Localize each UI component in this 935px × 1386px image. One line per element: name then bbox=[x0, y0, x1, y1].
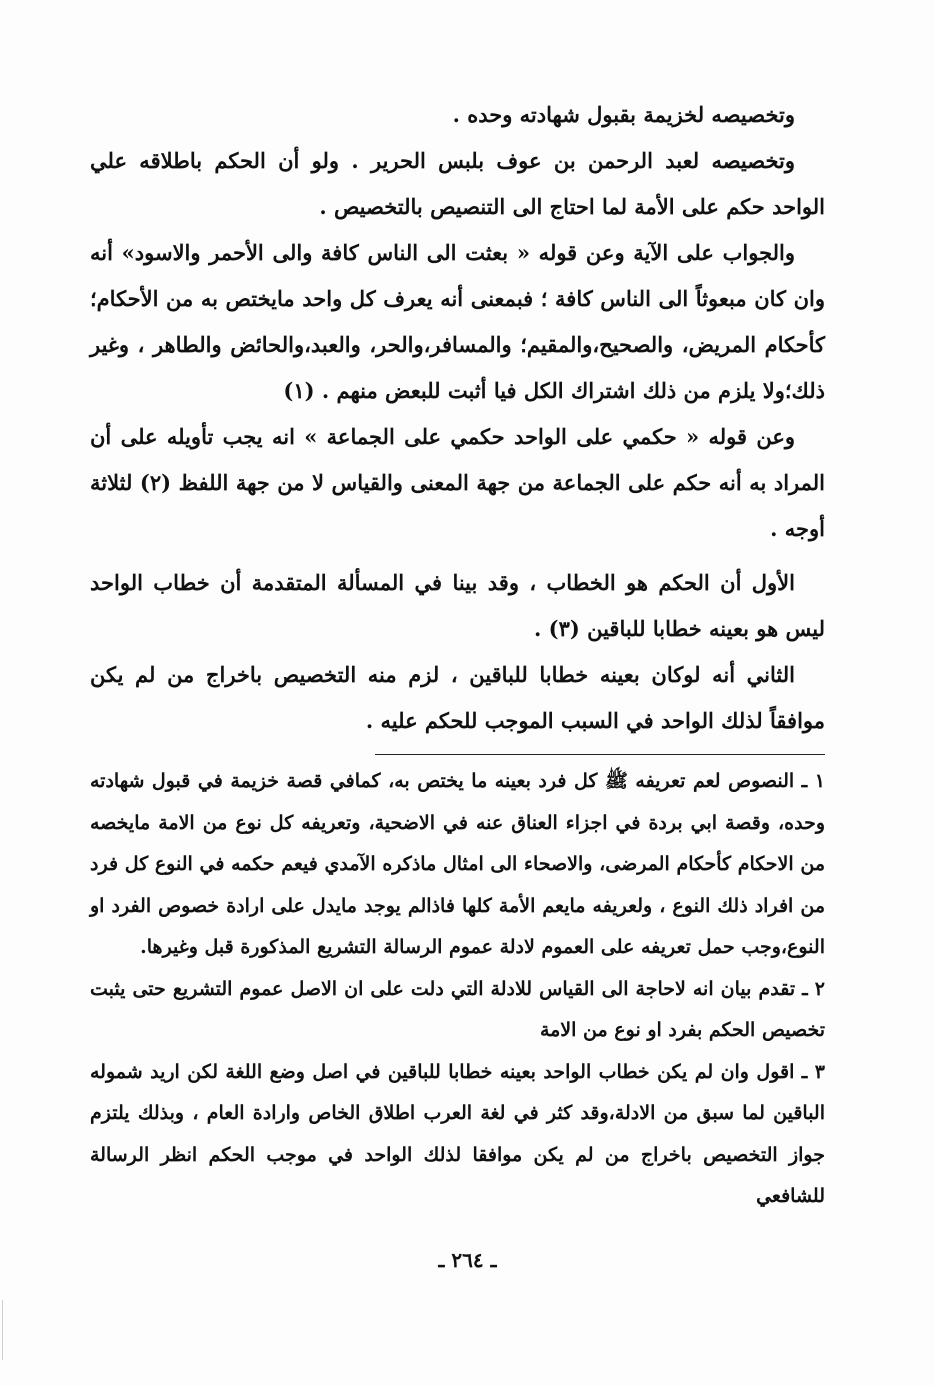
page-number: ـ ٢٦٤ ـ bbox=[438, 1248, 497, 1272]
paragraph-6: الثاني أنه لوكان بعينه خطابا للباقين ، لزم منه التخصيص باخراج من لم يكن موافقاً لذلك الواحد في السبب الموجب للحكم عليه . bbox=[90, 662, 825, 733]
footnote-divider bbox=[375, 754, 825, 755]
page-content bbox=[90, 92, 825, 1218]
paragraph-3: والجواب على الآية وعن قوله « بعثت الى الناس كافة والى الأحمر والاسود» أنه وان كان مبعوثاً الى الناس كافة ؛ فبمعنى أنه يعرف كل واحد مايختص به من الأحكام؛كأحكام المريض، والصحيح،والمقيم؛ والمسافر،والحر، والعبد،والحائض والطاهر ، وغير ذلك؛ولا يلزم من ذلك اشتراك الكل فيا أثبت للبعض منهم . (١) bbox=[90, 240, 825, 403]
main-text bbox=[90, 92, 825, 744]
footnote-1: ١ ـ النصوص لعم تعريفه ﷺ كل فرد بعينه ما يختص به، كمافي قصة خزيمة في قبول شهادته وحده، وقصة ابي بردة في اجزاء العناق عنه في الاضحية، وتعريفه كل نوع من الامة مايخصه من الاحكام كأحكام المرضى، والاصحاء الى امثال ماذكره الآمدي فيعم حكمه في النوع كل فرد من افراد ذلك النوع ، ولعريفه مايعم الأمة كلها فاذالم يوجد مايدل على ارادة خصوص الفرد او النوع،وجب حمل تعريفه على العموم لادلة عموم الرسالة التشريع المذكورة قبل وغيرها. bbox=[90, 770, 825, 958]
footnotes bbox=[90, 761, 825, 1218]
paragraph-2: وتخصيصه لعبد الرحمن بن عوف بلبس الحرير . ولو أن الحكم باطلاقه علي الواحد حكم على الأمة لما احتاج الى التنصيص بالتخصيص . bbox=[90, 148, 825, 219]
paragraph-4: وعن قوله « حكمي على الواحد حكمي على الجماعة » انه يجب تأويله على أن المراد به أنه حكم على الجماعة من جهة المعنى والقياس لا من جهة اللفظ (٢) لثلاثة أوجه . bbox=[90, 424, 826, 541]
footnote-2: ٢ ـ تقدم بيان انه لاحاجة الى القياس للادلة التي دلت على ان الاصل عموم التشريع حتى يثبت تخصيص الحكم بفرد او نوع من الامة bbox=[90, 977, 825, 1041]
scan-edge-mark bbox=[2, 1300, 3, 1360]
footnote-3: ٣ ـ اقول وان لم يكن خطاب الواحد بعينه خطابا للباقين في اصل وضع اللغة لكن اريد شموله الباقين لما سبق من الادلة،وقد كثر في لغة العرب اطلاق الخاص وارادة العام ، وبذلك يلتزم جواز التخصيص باخراج من لم يكن موافقا لذلك الواحد في موجب الحكم انظر الرسالة للشافعي bbox=[90, 1060, 825, 1207]
paragraph-5: الأول أن الحكم هو الخطاب ، وقد بينا في المسألة المتقدمة أن خطاب الواحد ليس هو بعينه خطابا للباقين (٣) . bbox=[90, 570, 825, 641]
paragraph-1: وتخصيصه لخزيمة بقبول شهادته وحده . bbox=[452, 102, 795, 127]
